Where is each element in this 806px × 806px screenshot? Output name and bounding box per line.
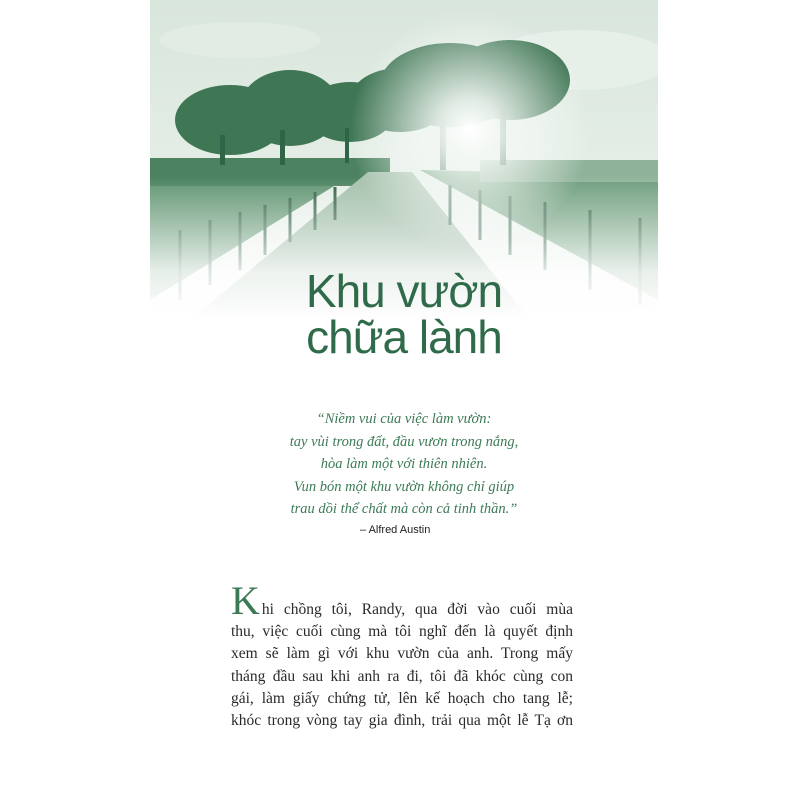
quote-line: trau dồi thể chất mà còn cả tinh thần.” — [290, 501, 518, 517]
chapter-title-line-2: chữa lành — [306, 311, 502, 363]
first-line-text: hi chồng tôi, Randy, qua đời vào cuối mùa — [261, 601, 573, 618]
quote-line: “Niềm vui của việc làm vườn: — [316, 411, 492, 427]
quote-attribution: – Alfred Austin — [360, 524, 431, 536]
body-line: xem sẽ làm gì với khu vườn của anh. Trong mấy — [231, 645, 573, 663]
quote-line: Vun bón một khu vườn không chỉ giúp — [293, 478, 515, 495]
body-line: khóc trong vòng tay gia đình, trải qua một lễ Tạ ơn — [231, 712, 573, 730]
body-line: gái, làm giấy chứng tử, lên kế hoạch cho tang lễ; — [231, 689, 573, 707]
epigraph-quote — [240, 408, 568, 521]
body-first-line — [231, 578, 573, 623]
quote-line: tay vùi trong đất, đầu vươn trong nắng, — [289, 433, 519, 450]
body-line: thu, việc cuối cùng mà tôi nghĩ đến là quyết định — [231, 623, 573, 641]
quote-line: hòa làm một với thiên nhiên. — [320, 456, 488, 472]
body-line: tháng đầu sau khi anh ra đi, tôi đã khóc cùng con — [231, 667, 573, 685]
chapter-title-line-1: Khu vườn — [305, 265, 503, 317]
body-paragraph — [231, 578, 573, 732]
drop-cap: K — [231, 578, 260, 623]
